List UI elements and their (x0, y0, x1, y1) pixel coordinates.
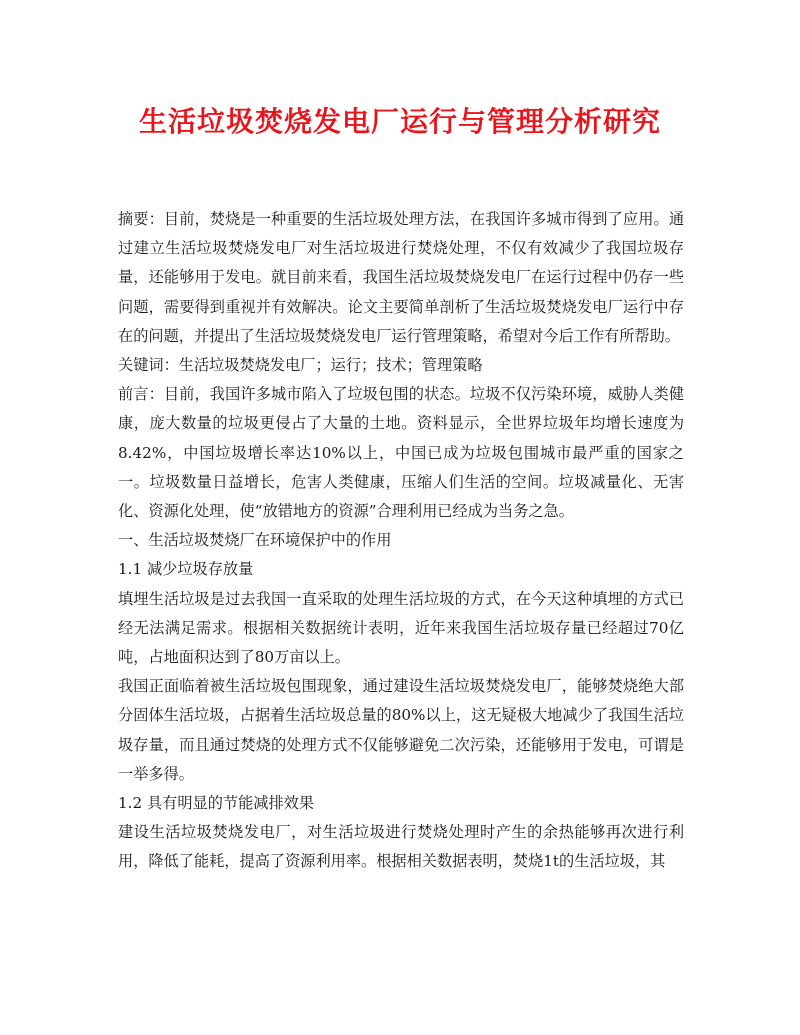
body-paragraph: 建设生活垃圾焚烧发电厂，对生活垃圾进行焚烧处理时产生的余热能够再次进行利用，降低了能耗，提高了资源利用率。根据相关数据表明，焚烧1t的生活垃圾，其 (118, 823, 684, 871)
section-heading-1: 一、生活垃圾焚烧厂在环境保护中的作用 (118, 531, 392, 550)
preface-paragraph: 前言：目前，我国许多城市陷入了垃圾包围的状态。垃圾不仅污染环境，威胁人类健康，庞大数量的垃圾更侵占了大量的土地。资料显示，全世界垃圾年均增长速度为8.42%，中国垃圾增长率达10%以上，中国已成为垃圾包围城市最严重的国家之一。垃圾数量日益增长，危害人类健康，压缩人们生活的空间。垃圾减量化、无害化、资源化处理，使“放错地方的资源”合理利用已经成为当务之急。 (118, 385, 684, 521)
page-title: 生活垃圾焚烧发电厂运行与管理分析研究 (138, 105, 661, 138)
keywords-paragraph: 关键词：生活垃圾焚烧发电厂；运行；技术；管理策略 (118, 356, 483, 375)
body-paragraph: 填埋生活垃圾是过去我国一直采取的处理生活垃圾的方式，在今天这种填埋的方式已经无法满足需求。根据相关数据统计表明，近年来我国生活垃圾存量已经超过70亿吨，占地面积达到了80万亩以上。 (118, 589, 684, 667)
body-paragraph: 我国正面临着被生活垃圾包围现象，通过建设生活垃圾焚烧发电厂，能够焚烧绝大部分固体生活垃圾，占据着生活垃圾总量的80%以上，这无疑极大地减少了我国生活垃圾存量，而且通过焚烧的处理方式不仅能够避免二次污染，还能够用于发电，可谓是一举多得。 (118, 677, 684, 783)
document-body (118, 205, 684, 877)
abstract-paragraph: 摘要：目前，焚烧是一种重要的生活垃圾处理方法，在我国许多城市得到了应用。通过建立生活垃圾焚烧发电厂对生活垃圾进行焚烧处理，不仅有效减少了我国垃圾存量，还能够用于发电。就目前来看，我国生活垃圾焚烧发电厂在运行过程中仍存一些问题，需要得到重视并有效解决。论文主要简单剖析了生活垃圾焚烧发电厂运行中存在的问题，并提出了生活垃圾焚烧发电厂运行管理策略，希望对今后工作有所帮助。 (118, 210, 684, 345)
subsection-heading-1-1: 1.1 减少垃圾存放量 (118, 560, 254, 579)
subsection-heading-1-2: 1.2 具有明显的节能减排效果 (118, 794, 315, 813)
